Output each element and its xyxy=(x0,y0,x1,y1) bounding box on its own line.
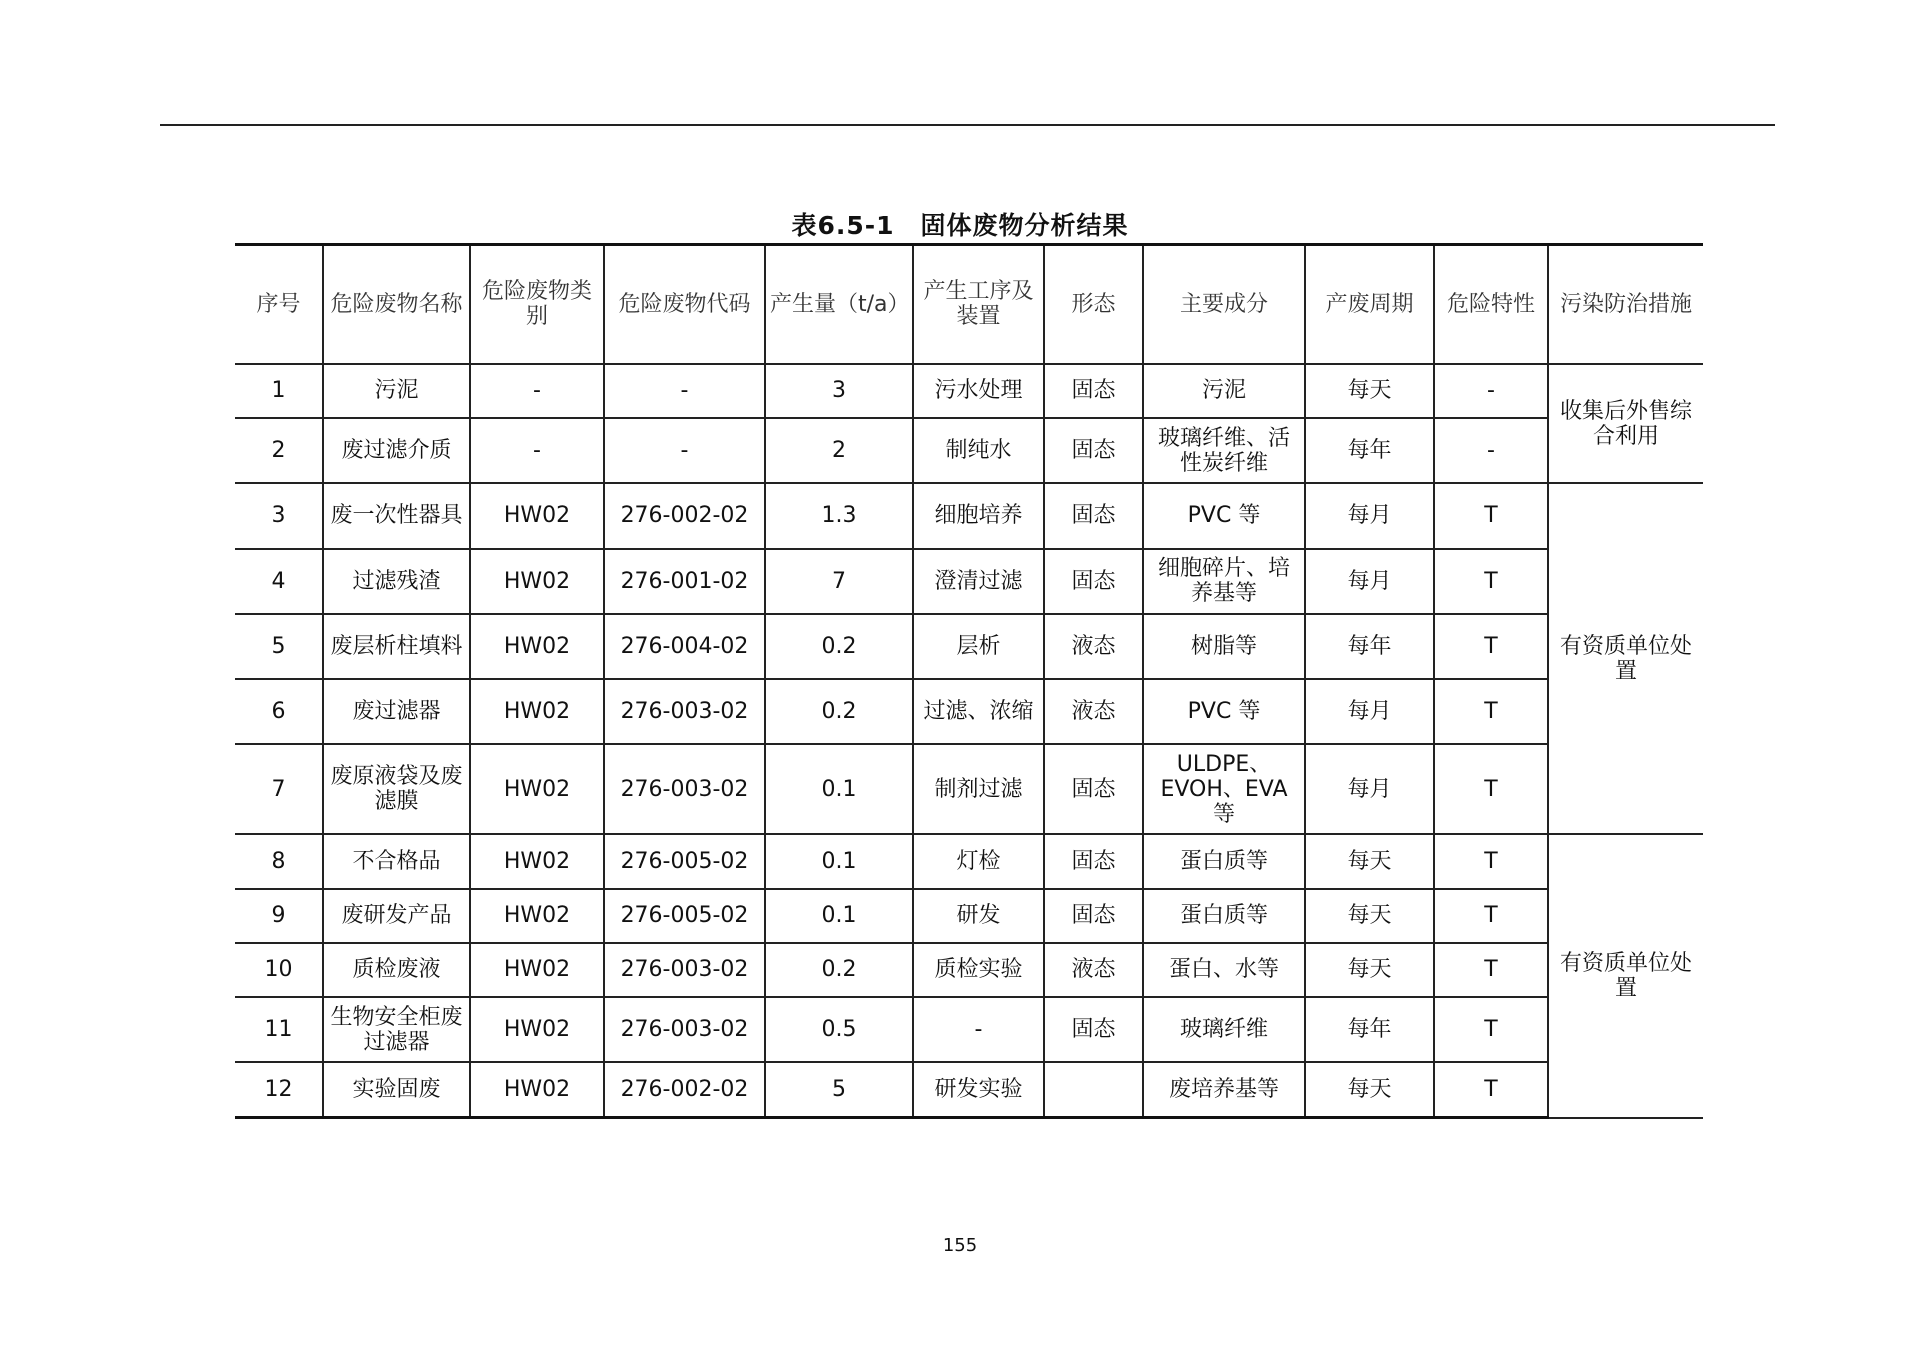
cell-hazard: - xyxy=(1434,418,1548,483)
table-row xyxy=(235,834,1703,888)
header-measure: 污染防治措施 xyxy=(1548,245,1703,364)
cell-cycle: 每天 xyxy=(1305,943,1434,997)
cell-amount: 0.5 xyxy=(765,997,913,1062)
solid-waste-table xyxy=(235,243,1703,1119)
cell-category: - xyxy=(470,418,604,483)
cell-category: HW02 xyxy=(470,483,604,548)
cell-no: 7 xyxy=(235,744,323,834)
cell-cycle: 每天 xyxy=(1305,1062,1434,1117)
cell-component: 蛋白、水等 xyxy=(1143,943,1305,997)
header-name: 危险废物名称 xyxy=(323,245,470,364)
cell-process: 过滤、浓缩 xyxy=(913,679,1044,744)
cell-code: 276-004-02 xyxy=(604,614,765,679)
table-title: 表6.5-1 固体废物分析结果 xyxy=(791,211,1129,240)
cell-name: 不合格品 xyxy=(323,834,470,888)
header-code: 危险废物代码 xyxy=(604,245,765,364)
cell-hazard: T xyxy=(1434,997,1548,1062)
cell-component: 玻璃纤维、活性炭纤维 xyxy=(1143,418,1305,483)
cell-no: 1 xyxy=(235,364,323,418)
cell-no: 8 xyxy=(235,834,323,888)
cell-name: 废研发产品 xyxy=(323,889,470,943)
table-row xyxy=(235,483,1703,548)
cell-no: 11 xyxy=(235,997,323,1062)
cell-process: 研发 xyxy=(913,889,1044,943)
header-hazard: 危险特性 xyxy=(1434,245,1548,364)
cell-category: HW02 xyxy=(470,1062,604,1117)
cell-no: 3 xyxy=(235,483,323,548)
cell-form: 固态 xyxy=(1044,889,1143,943)
cell-measure: 收集后外售综合利用 xyxy=(1548,364,1703,483)
cell-hazard: T xyxy=(1434,679,1548,744)
cell-category: HW02 xyxy=(470,679,604,744)
cell-name: 过滤残渣 xyxy=(323,549,470,614)
cell-code: 276-003-02 xyxy=(604,997,765,1062)
cell-hazard: T xyxy=(1434,1062,1548,1117)
cell-component: 污泥 xyxy=(1143,364,1305,418)
cell-process: 灯检 xyxy=(913,834,1044,888)
header-rule xyxy=(160,124,1775,126)
table-row xyxy=(235,364,1703,418)
cell-cycle: 每年 xyxy=(1305,418,1434,483)
cell-category: HW02 xyxy=(470,943,604,997)
cell-no: 9 xyxy=(235,889,323,943)
cell-category: HW02 xyxy=(470,997,604,1062)
cell-component: 树脂等 xyxy=(1143,614,1305,679)
cell-measure: 有资质单位处置 xyxy=(1548,483,1703,834)
cell-amount: 7 xyxy=(765,549,913,614)
cell-name: 废一次性器具 xyxy=(323,483,470,548)
header-category: 危险废物类别 xyxy=(470,245,604,364)
cell-code: 276-003-02 xyxy=(604,744,765,834)
table-row xyxy=(235,744,1703,834)
cell-amount: 1.3 xyxy=(765,483,913,548)
cell-component: 细胞碎片、培养基等 xyxy=(1143,549,1305,614)
cell-category: HW02 xyxy=(470,744,604,834)
cell-amount: 0.2 xyxy=(765,943,913,997)
cell-form: 固态 xyxy=(1044,834,1143,888)
cell-no: 6 xyxy=(235,679,323,744)
cell-no: 5 xyxy=(235,614,323,679)
cell-name: 废层析柱填料 xyxy=(323,614,470,679)
cell-name: 废过滤介质 xyxy=(323,418,470,483)
cell-hazard: T xyxy=(1434,889,1548,943)
cell-form xyxy=(1044,1062,1143,1117)
cell-cycle: 每天 xyxy=(1305,889,1434,943)
cell-amount: 3 xyxy=(765,364,913,418)
cell-code: 276-002-02 xyxy=(604,483,765,548)
cell-category: HW02 xyxy=(470,834,604,888)
cell-code: 276-003-02 xyxy=(604,679,765,744)
cell-process: - xyxy=(913,997,1044,1062)
cell-process: 层析 xyxy=(913,614,1044,679)
cell-hazard: T xyxy=(1434,549,1548,614)
cell-form: 固态 xyxy=(1044,483,1143,548)
table-row xyxy=(235,889,1703,943)
cell-process: 质检实验 xyxy=(913,943,1044,997)
table-row xyxy=(235,418,1703,483)
cell-form: 固态 xyxy=(1044,997,1143,1062)
cell-process: 制纯水 xyxy=(913,418,1044,483)
cell-cycle: 每月 xyxy=(1305,744,1434,834)
header-no: 序号 xyxy=(235,245,323,364)
cell-code: - xyxy=(604,418,765,483)
cell-hazard: T xyxy=(1434,834,1548,888)
cell-cycle: 每年 xyxy=(1305,614,1434,679)
cell-measure: 有资质单位处置 xyxy=(1548,834,1703,1117)
cell-amount: 0.1 xyxy=(765,834,913,888)
cell-amount: 0.2 xyxy=(765,679,913,744)
cell-form: 液态 xyxy=(1044,679,1143,744)
cell-cycle: 每月 xyxy=(1305,483,1434,548)
header-row xyxy=(235,245,1703,364)
cell-component: PVC 等 xyxy=(1143,679,1305,744)
cell-hazard: T xyxy=(1434,744,1548,834)
page-number: 155 xyxy=(942,1235,978,1256)
table-row xyxy=(235,549,1703,614)
cell-amount: 2 xyxy=(765,418,913,483)
table-row xyxy=(235,997,1703,1062)
cell-component: PVC 等 xyxy=(1143,483,1305,548)
cell-code: 276-001-02 xyxy=(604,549,765,614)
table-row xyxy=(235,679,1703,744)
table-row xyxy=(235,943,1703,997)
header-cycle: 产废周期 xyxy=(1305,245,1434,364)
cell-cycle: 每天 xyxy=(1305,834,1434,888)
cell-component: 玻璃纤维 xyxy=(1143,997,1305,1062)
cell-no: 4 xyxy=(235,549,323,614)
cell-form: 固态 xyxy=(1044,744,1143,834)
cell-component: 蛋白质等 xyxy=(1143,834,1305,888)
cell-code: 276-002-02 xyxy=(604,1062,765,1117)
table-row xyxy=(235,614,1703,679)
cell-cycle: 每天 xyxy=(1305,364,1434,418)
cell-process: 污水处理 xyxy=(913,364,1044,418)
cell-name: 污泥 xyxy=(323,364,470,418)
cell-amount: 0.1 xyxy=(765,744,913,834)
cell-code: - xyxy=(604,364,765,418)
cell-form: 固态 xyxy=(1044,364,1143,418)
cell-form: 固态 xyxy=(1044,549,1143,614)
cell-code: 276-005-02 xyxy=(604,834,765,888)
cell-amount: 0.1 xyxy=(765,889,913,943)
cell-hazard: T xyxy=(1434,943,1548,997)
cell-category: HW02 xyxy=(470,549,604,614)
cell-hazard: T xyxy=(1434,614,1548,679)
cell-process: 研发实验 xyxy=(913,1062,1044,1117)
cell-category: HW02 xyxy=(470,889,604,943)
cell-component: 蛋白质等 xyxy=(1143,889,1305,943)
cell-amount: 0.2 xyxy=(765,614,913,679)
cell-no: 2 xyxy=(235,418,323,483)
cell-name: 生物安全柜废过滤器 xyxy=(323,997,470,1062)
cell-no: 12 xyxy=(235,1062,323,1117)
cell-category: HW02 xyxy=(470,614,604,679)
cell-code: 276-005-02 xyxy=(604,889,765,943)
header-form: 形态 xyxy=(1044,245,1143,364)
header-component: 主要成分 xyxy=(1143,245,1305,364)
cell-cycle: 每月 xyxy=(1305,549,1434,614)
cell-component: ULDPE、EVOH、EVA 等 xyxy=(1143,744,1305,834)
table-row xyxy=(235,1062,1703,1117)
header-process: 产生工序及装置 xyxy=(913,245,1044,364)
cell-no: 10 xyxy=(235,943,323,997)
cell-hazard: T xyxy=(1434,483,1548,548)
cell-name: 废原液袋及废滤膜 xyxy=(323,744,470,834)
cell-component: 废培养基等 xyxy=(1143,1062,1305,1117)
cell-process: 制剂过滤 xyxy=(913,744,1044,834)
cell-form: 液态 xyxy=(1044,943,1143,997)
cell-name: 废过滤器 xyxy=(323,679,470,744)
cell-cycle: 每年 xyxy=(1305,997,1434,1062)
cell-name: 实验固废 xyxy=(323,1062,470,1117)
cell-process: 细胞培养 xyxy=(913,483,1044,548)
cell-hazard: - xyxy=(1434,364,1548,418)
cell-category: - xyxy=(470,364,604,418)
cell-form: 固态 xyxy=(1044,418,1143,483)
cell-form: 液态 xyxy=(1044,614,1143,679)
cell-name: 质检废液 xyxy=(323,943,470,997)
cell-amount: 5 xyxy=(765,1062,913,1117)
cell-cycle: 每月 xyxy=(1305,679,1434,744)
header-amount: 产生量（t/a） xyxy=(765,245,913,364)
cell-process: 澄清过滤 xyxy=(913,549,1044,614)
cell-code: 276-003-02 xyxy=(604,943,765,997)
